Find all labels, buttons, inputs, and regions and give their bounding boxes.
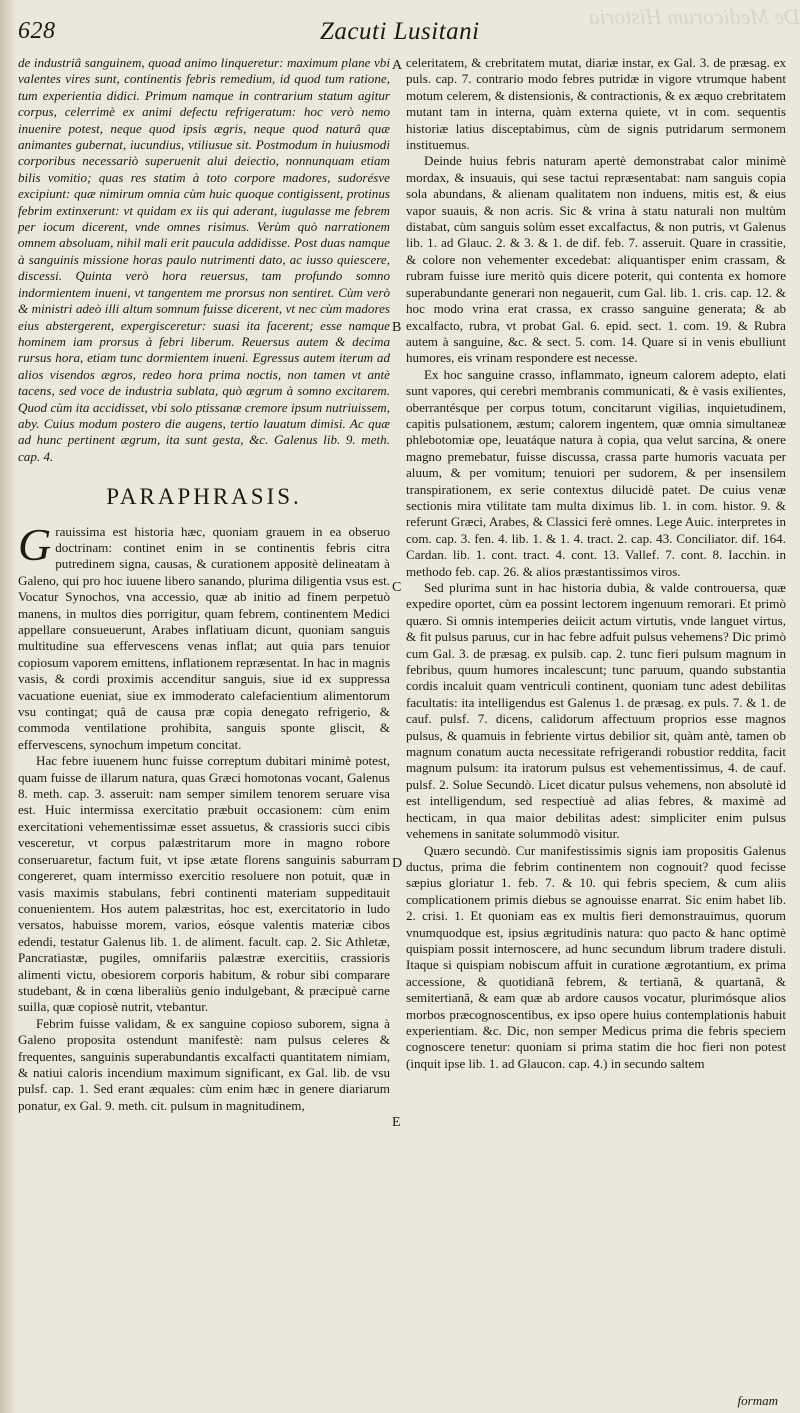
paraphrasis-paragraph-1 — [18, 518, 390, 754]
margin-letter-a: A — [392, 58, 403, 73]
right-column — [406, 55, 786, 1072]
bleed-through-text: De Medicorum Historia — [588, 4, 800, 29]
right-paragraph-5: Quæro secundò. Cur manifestissimis signis iam propositis Galenus ductus, prima die febrim continentem non cognouit? quod fecisse sæpius gloriatur 1. feb. 7. & 10. qui febris speciem, & cum aliis complicationem primis diebus se agnouisse enarrat. Sic enim habet lib. 2. crisi. 1. Et quoniam eas ex multis fieri demonstrauimus, quorum vnumquodque est, ipsius ægritudinis natura: quo pacto & hanc optimè quispiam possit internoscere, ad hunc secundum librum tradere distuli. Itaque si quispiam nobiscum affuit in curatione ægrotantium, ex prima accessione, & quotidianã febrem, & tertianã, & quartanã, & semitertianã, & eam quæ ab ardore causos vocatur, plurimósque alios morbos præcognoscentibus, ex ipso opere huius contemplationis habuit experientiam. &c. Dic, non semper Medicus prima die febris speciem cognoscere tenetur: quoniam si prima statim die hoc fieri non potest (inquit ipse lib. 1. ad Glaucon. cap. 4.) in secundo saltem — [406, 842, 786, 1071]
running-title: Zacuti Lusitani — [320, 18, 480, 45]
left-column — [18, 55, 390, 1114]
catchword: formam — [737, 1393, 778, 1408]
right-paragraph-4: Sed plurima sunt in hac historia dubia, & valde controuersa, quæ expedire oportet, cùm ea possint lectorem ingenuum remorari. Et primò quæro. Si omnis intemperies deiicit actum virtutis, vnde languet virtus, & fit pulsus paruus, cur in hac febre adfuit pulsus vehemens? Dic primò cum Gal. 3. de præsag. ex pulsib. cap. 2. tunc fieri pulsum magnum in febribus, quum humores incalescunt; tunc paruum, quando substantia cordis incaluit quam ventriculi continent, quoniam tunc adest debilitas facultatis: ita intelligendus est Galenus 1. de præsag. ex puls. 7. & 1. de cauf. pulsf. 7. dicens, calidorum affectuum proprios esse magnos pulsus, & quamuis in febriente virtus debilior sit, quàm antè, tamen ob magnum conatum aucta necessitate refrigerandi robustior reddita, facit magnum pulsum: ita iratorum pulsus est vehementissimus, 4. de cauf. pulsf. 2. Solue Secundò. Licet dicatur pulsus vehemens, non absolutè id est intelligendum, sed respectiuè ad alias febres, & maximè ad hecticam, in qua maior debilitas adest: simpliciter enim pulsus vehemens in sanitate solummodò visitur. — [406, 580, 786, 842]
paraphrasis-paragraph-1-text: rauissima est historia hæc, quoniam grauem in ea obseruo doctrinam: continet enim in se continentis febris citra putredinem signa, causas, & curationem appositè delineatam à Galeno, qui pro hoc iuuene libero sanando, plurima diligentia vsus est. Vocatur Synochos, vna accessio, quæ ab initio ad finem perpetuò manens, in multos dies porrigitur, quam febrem, continentem Medici appellare consueuerunt, Arabes inflatiuam dicunt, quoniam sanguis multitudine sua effervescens venas inflat; aut quia pars tenuior copiosum vaporem emittens, inflationem repræsentat. In hac in magnis vasis, & cordi proximis accenditur sanguis, siue id ex suppressa vacuatione eueniat, siue ex immoderato calefacientium alimentorum vsu contingat; quâ de causa præ copia denegato refrigerio, & commoda ventilatione prohibita, sanguis sponte gliscit, & effervescens, synochum impetum concitat. — [18, 523, 390, 752]
right-paragraph-2: Deinde huius febris naturam apertè demonstrabat calor minimè mordax, & insuauis, qui sese tactui repræsentabat: nam sanguis copia sola abundans, & alienam qualitatem non induens, mitis est, & eius vapor suauis, & non acris. Sic & vrina à statu naturali non multùm distabat, cùm sanguis solùm esset excalfactus, & non putris, vt Galenus lib. 1. ad Glauc. 2. & 3. & 1. de dif. feb. 7. asseruit. Quare in crassitie, & colore non vehementer excedebat: aliquantisper enim crassam, & rubram fuisse iure meritò quis dicere poterit, qui contenta ex homore superabundante generari non negauerit, cum Gal. lib. 1. cris. cap. 12. & hoc modo vrina erat crassa, ex crasso sanguine generata; & ab excalfacto, rubra, vt probat Gal. 6. epid. sect. 1. com. 19. & Rubra autem à sanguine, &c. & sect. 5. com. 14. Quare si in venis ebulliunt humores, eis vrinam respondere est necesse. — [406, 153, 786, 366]
drop-cap: G — [18, 518, 52, 570]
margin-letter-e: E — [392, 1115, 401, 1130]
page-number: 628 — [18, 18, 56, 44]
section-heading: PARAPHRASIS. — [106, 484, 302, 510]
gutter-shadow — [0, 0, 16, 1413]
galen-narrative: de industriâ sanguinem, quoad animo linqueretur: maximum plane vbi valentes vires sunt, continentis febris remedium, id quod tum ratione, tum experientia didici. Primum namque in contrarium statum agitur corpus, celerrimè ex animi defectu refrigeratum: hoc verò nemo inuenire potest, neque quod ipsis ægris, neque quod naturâ quæ animantes gubernat, iucundius, vtiliusue sit. Postmodum in huiusmodi corporibus necessariò superuenit alui deiectio, nonnunquam etiam bilis vomitio; quas res statim à toto corpore madores, sudorésve excipiunt: quæ nimirum omnia cùm huic quoque contigissent, protinus febrim extinxerunt: vt quidam ex iis qui aderant, iugulasse me febrem per iocum dicerent, vnde omnes risimus. Verùm quò narrationem omnem absoluam, nihil mali erit paucula addidisse. Post duas namque à sanguinis missione horas paulo nutrimenti dato, ac iusso quiescere, discessi. Quinta verò hora reuersus, tam profundo somno indormientem inueni, vt tangentem me prorsus non sentiret. Cùm verò & ministri adeò illi altum somnum fuisse dicerent, vt nec cùm madores eius abstergerent, expergisceretur: suasi ita facerent; esse namque hominem iam prorsus à febri liberum. Reuersus autem & decima rursus hora, etiam tunc dormientem inueni. Egressus autem iterum ad alios visendos ægros, redeo hora prima noctis, non tamen vt antè tacens, sed voce de industria sublata, quò ægrum à somno excitarem. Quod cùm ita accidisset, vbi solo ptissanæ cremore ipsum nutriuissem, aby. Cuius modum postero die augens, tertio lauatum dimisi. Ac quæ ad hunc pertinent ægrum, ita sunt gesta, &c. Galenus lib. 9. meth. cap. 4. — [18, 55, 390, 464]
paraphrasis-paragraph-2: Hac febre iuuenem hunc fuisse correptum dubitari minimè potest, quam fuisse de illarum natura, quas Græci homotonas vocant, Galenus 8. meth. cap. 3. asseruit: nam semper similem tenorem seruare visa est. Huic intermissa exercitatio præbuit occasionem: cùm enim exercitationi vehementissimæ esset assuetus, & crassioris succi cibis vesceretur, vt corpus palæstritarum more in magno robore conseruaretur, factum fuit, vt ipse ætate florens sanguinis saburram congereret, quam intermisso exercitio resoluere non potuit, quæ in vasis maximis stabulans, febri continenti materiam suppeditauit conuenientem. Hos autem palæstritas, hoc est, exercitatorio in ludo versatos, habuisse morem, varios, eósque valentis materiæ cibos edendi, testatur Galenus lib. 1. de aliment. facult. cap. 2. Sic Athletæ, Pancratiastæ, pugiles, omnifariis palæstræ exercitiis, crassioris alimenti victu, obesiorem corporis habitum, & robur sibi comparare studebant, & in cœna liberaliùs genio indulgebant, & præcipuè carne suilla, quæ copiosè nutrit, vtebantur. — [18, 753, 390, 1015]
right-paragraph-3: Ex hoc sanguine crasso, inflammato, igneum calorem adepto, elati sunt vapores, qui cerebri membranis communicati, & è vasis exilientes, oberrantésque per corpus totum, concitarunt vigilias, inquietudinem, capitis pulsationem, æstum; calorem ingentem, quæ omnia simultaneæ phlebotomiæ ope, leuatáque natura à copia, qua velut sarcina, & onere magno premebatur, fuisse discussa, crassa parte humoris vacuata per aluum, & per vomitum; tenuiori per sudorem, & per insensilem transpirationem, ex serie contextus dilucidè patet. De cuius venæ sectionis mira vtilitate tam multa diximus lib. 1. in com. histor. 9. & referunt Græci, Arabes, & Classici ferè omnes. Lege Auic. interpretes in com. cap. 3. fen. 4. lib. 1. & 1. 4. tract. 2. cap. 43. Conciliator. dif. 164. Cardan. lib. 1. cont. tract. 4. cont. 13. Vallef. 7. cont. 8. Iacchin. in methodo feb. cap. 26. & alios præstantissimos viros. — [406, 366, 786, 579]
margin-letter-d: D — [392, 856, 403, 871]
paraphrasis-paragraph-3: Febrim fuisse validam, & ex sanguine copioso suborem, signa à Galeno proposita ostendunt manifestè: nam pulsus celeres & frequentes, sanguinis superabundantis excalfacti quantitatem nimiam, & natiui caloris incendium maximum significant, ex Gal. lib. de vsu pulsf. cap. 1. Sed erant æquales: cùm enim hæc in genere diariarum ponatur, ex Gal. 9. meth. cit. pulsum in magnitudinem, — [18, 1015, 390, 1113]
page-header — [0, 0, 800, 50]
margin-letter-c: C — [392, 580, 402, 595]
margin-letter-b: B — [392, 320, 402, 335]
right-paragraph-1: celeritatem, & crebritatem mutat, diariæ instar, ex Gal. 3. de præsag. ex puls. cap. 7. contrario modo febres putridæ in vigore vtrumque habent motum celerem, & distensionis, & contractionis, & ex æquo crebritatem mutant tam in interna, quàm externa quiete, vt in com. sequentis historiæ latius disceptabimus, cùm de signis putridarum sermonem instituemus. — [406, 55, 786, 153]
